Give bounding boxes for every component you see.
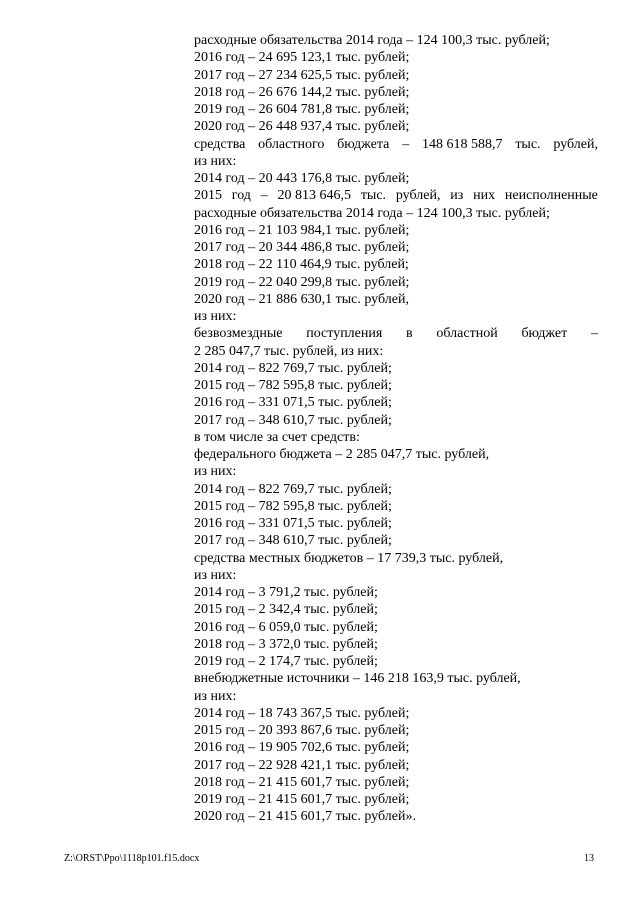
- word: областного: [258, 136, 325, 152]
- text-line: 2014 год – 822 769,7 тыс. рублей;: [194, 481, 392, 497]
- text-line: из них:: [194, 567, 237, 583]
- text-line: 2015 год – 2 342,4 тыс. рублей;: [194, 602, 378, 618]
- footer-page-number: 13: [584, 853, 594, 864]
- text-line: 2019 год – 21 415 601,7 тыс. рублей;: [194, 792, 410, 807]
- text-line: из них:: [194, 688, 237, 704]
- text-line: 2014 год – 20 443 176,8 тыс. рублей;: [194, 171, 410, 186]
- text-line: 2020 год – 21 886 630,1 тыс. рублей,: [194, 291, 409, 307]
- text-line: 2020 год – 26 448 937,4 тыс. рублей;: [194, 119, 410, 135]
- text-line: 2017 год – 20 344 486,8 тыс. рублей;: [194, 240, 410, 255]
- text-line: 2017 год – 348 610,7 тыс. рублей;: [194, 533, 392, 549]
- text-line: 2016 год – 19 905 702,6 тыс. рублей;: [194, 740, 410, 756]
- text-line: 2015 год – 782 595,8 тыс. рублей;: [194, 378, 392, 393]
- text-line: 2016 год – 24 695 123,1 тыс. рублей;: [194, 50, 410, 66]
- text-line: федерального бюджета – 2 285 047,7 тыс. рублей,: [194, 447, 490, 462]
- text-line: 2016 год – 331 071,5 тыс. рублей;: [194, 395, 392, 411]
- word: безвозмездные: [194, 326, 283, 342]
- text-line: 2015 год – 782 595,8 тыс. рублей;: [194, 498, 392, 514]
- text-line: из них:: [194, 309, 237, 324]
- word: бюджета: [337, 136, 390, 152]
- text-line: 2018 год – 21 415 601,7 тыс. рублей;: [194, 774, 410, 790]
- text-line: 2014 год – 822 769,7 тыс. рублей;: [194, 360, 392, 376]
- word: неисполненные: [504, 188, 598, 204]
- word: год: [231, 188, 251, 204]
- text-line: 2017 год – 27 234 625,5 тыс. рублей;: [194, 67, 410, 83]
- text-line: из них:: [194, 153, 237, 169]
- word: тыс.: [360, 188, 387, 204]
- text-line: из них:: [194, 464, 237, 480]
- text-line-justified: [194, 136, 598, 153]
- text-line: 2019 год – 26 604 781,8 тыс. рублей;: [194, 102, 410, 117]
- word: средства: [194, 136, 246, 152]
- text-line: 2018 год – 3 372,0 тыс. рублей;: [194, 636, 378, 652]
- text-line-justified: [194, 325, 598, 342]
- text-line: 2018 год – 26 676 144,2 тыс. рублей;: [194, 84, 410, 100]
- text-line: 2019 год – 2 174,7 тыс. рублей;: [194, 654, 378, 669]
- word: 20 813 646,5: [277, 188, 352, 204]
- word: областной: [436, 326, 498, 342]
- text-line: 2015 год – 20 393 867,6 тыс. рублей;: [194, 723, 410, 738]
- text-line: 2014 год – 3 791,2 тыс. рублей;: [194, 585, 378, 600]
- word: в: [406, 326, 413, 342]
- word: –: [260, 188, 268, 204]
- text-line-justified: [194, 187, 598, 204]
- word: поступления: [306, 326, 383, 342]
- text-line: внебюджетные источники – 146 218 163,9 тыс. рублей,: [194, 671, 521, 687]
- text-line: 2017 год – 348 610,7 тыс. рублей;: [194, 412, 392, 428]
- text-line: 2016 год – 6 059,0 тыс. рублей;: [194, 619, 378, 635]
- word: –: [591, 326, 598, 342]
- text-line: 2017 год – 22 928 421,1 тыс. рублей;: [194, 757, 410, 773]
- word: 2015: [194, 188, 222, 204]
- text-line: 2 285 047,7 тыс. рублей, из них:: [194, 343, 384, 359]
- text-line: 2014 год – 18 743 367,5 тыс. рублей;: [194, 705, 410, 721]
- footer-file-path: Z:\ORST\Ppo\1118p101.f15.docx: [64, 853, 200, 864]
- text-line: 2016 год – 331 071,5 тыс. рублей;: [194, 516, 392, 531]
- text-line: 2019 год – 22 040 299,8 тыс. рублей;: [194, 274, 410, 290]
- document-body: [194, 32, 598, 826]
- text-line: расходные обязательства 2014 года – 124 100,3 тыс. рублей;: [194, 205, 550, 221]
- text-line: 2020 год – 21 415 601,7 тыс. рублей».: [194, 809, 416, 825]
- word: них: [473, 188, 496, 204]
- word: бюджет: [521, 326, 568, 342]
- text-line: 2018 год – 22 110 464,9 тыс. рублей;: [194, 257, 409, 273]
- word: из: [450, 188, 464, 204]
- text-line: в том числе за счет средств:: [194, 429, 360, 445]
- text-line: 2016 год – 21 103 984,1 тыс. рублей;: [194, 222, 410, 238]
- word: 148 618 588,7: [422, 136, 503, 152]
- word: –: [402, 136, 410, 152]
- text-line: расходные обязательства 2014 года – 124 100,3 тыс. рублей;: [194, 33, 550, 48]
- word: рублей,: [553, 136, 598, 152]
- word: тыс.: [515, 136, 541, 152]
- text-line: средства местных бюджетов – 17 739,3 тыс. рублей,: [194, 550, 504, 566]
- word: рублей,: [395, 188, 441, 204]
